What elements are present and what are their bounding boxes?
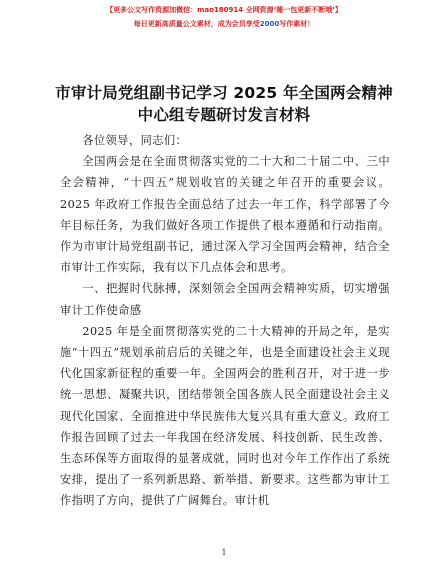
document-body [60, 130, 390, 512]
promo-line-2-suffix: 写作素材！ [279, 20, 315, 28]
paragraph-section-1: 2025 年是全面贯彻落实党的二十大精神的开局之年，是实施“十四五”规划承前启后的关键之年，也是全面建设社会主义现代化国家新征程的重要一年。全国两会的胜利召开，对于进一步统一思想、凝聚共识，团结带领全国各族人民全面建设社会主义现代化国家、全面推进中华民族伟大复兴具有重大意义。政府工作报告回顾了过去一年我国在经济发展、科技创新、民生改善、生态环保等方面取得的显著成就，同时也对今年工作作出了系统安排，提出了一系列新思路、新举措、新要求。这些都为审计工作指明了方向，提供了广阔舞台。审计机 [60, 324, 390, 508]
title-line-1: 市审计局党组副书记学习 2025 年全国两会精神 [55, 84, 393, 102]
paragraph-intro: 全国两会是在全面贯彻落实党的二十大和二十届二中、三中全会精神，“十四五”规划收官的关键之年召开的重要会议。2025 年政府工作报告全面总结了过去一年工作，科学部署了今年目标任务，为我们做好各项工作提供了根本遵循和行动指南。作为市审计局党组副书记，通过深入学习全国两会精神，结合全市审计工作实际，我有以下几点体会和思考。 [60, 155, 390, 275]
page-number: 1 [221, 548, 227, 557]
promo-banner [0, 5, 448, 30]
promo-line-2 [0, 19, 448, 30]
title-line-2: 中心组专题研讨发言材料 [137, 106, 311, 124]
promo-line-2-prefix: 每日更新高质量公文素材，成为会员享受 [133, 20, 260, 28]
promo-line-1: 【更多公文写作资源加微信：mao180914 全网资源‘睡一包更新不断哦’】 [106, 6, 342, 14]
greeting: 各位领导，同志们： [82, 134, 188, 147]
document-title [40, 82, 408, 126]
section-heading-1: 一、把握时代脉搏，深刻领会全国两会精神实质，切实增强审计工作使命感 [60, 282, 390, 317]
promo-line-2-highlight: 2000 [259, 20, 280, 28]
